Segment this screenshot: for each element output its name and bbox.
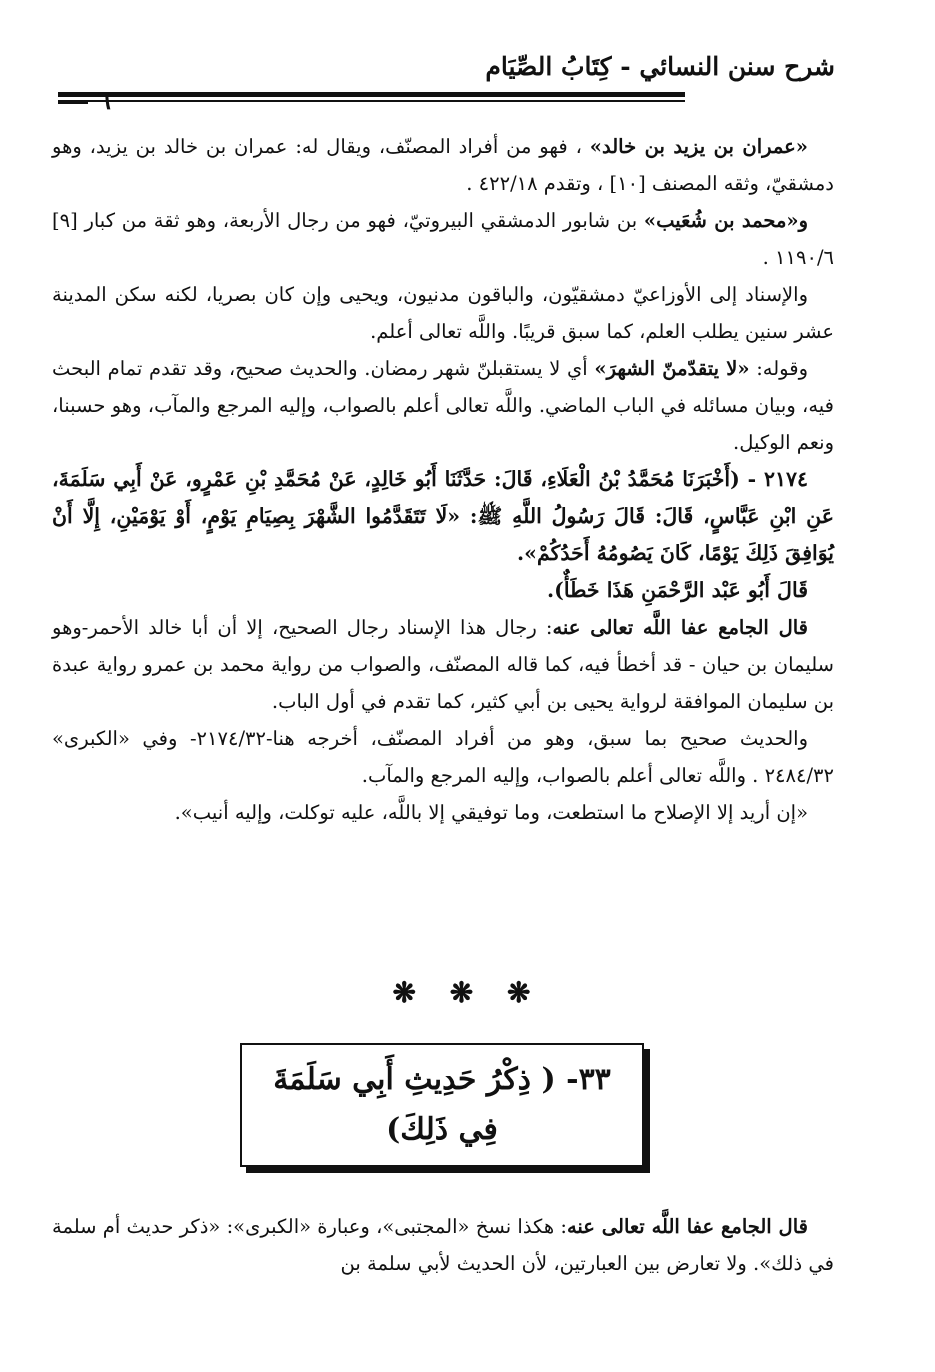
main-text [52, 128, 834, 831]
page-number: ٦ [98, 86, 111, 115]
running-title: شرح سنن النسائي - كِتَابُ الصِّيَام [485, 52, 835, 81]
paragraph-chapter-commentary [52, 1208, 834, 1282]
paragraph-text: ، فهو من أفراد المصنّف، ويقال له: عمران بن خالد بن يزيد، وهو دمشقيّ، وثقه المصنف [١٠] ، وتقدم ٤٢٢/١٨ . [52, 135, 834, 195]
hadith-note: قَالَ أَبُو عَبْد الرَّحْمَنِ هَذَا خَطَأٌ). [546, 578, 808, 602]
page-header [58, 40, 835, 115]
narrator-name: «عمران بن يزيد بن خالد» [589, 135, 808, 158]
paragraph-qawluhu [52, 350, 834, 461]
paragraph-text: بن شابور الدمشقي البيروتيّ، فهو من رجال الأربعة، وهو ثقة من كبار [٩] ١١٩٠/٦ . [52, 209, 834, 269]
paragraph-text: : هكذا نسخ «المجتبى»، وعبارة «الكبرى»: «ذكر حديث أم سلمة في ذلك». ولا تعارض بين العبارتين، لأن الحديث لأبي سلمة بن [52, 1215, 834, 1275]
page-number-rule-thick [58, 94, 88, 97]
quoted-phrase: «لا يتقدّمنّ الشهرَ» [594, 357, 750, 380]
paragraph-closing-verse: «إن أريد إلا الإصلاح ما استطعت، وما توفيقي إلا باللَّه، عليه توكلت، وإليه أنيب». [174, 801, 808, 824]
paragraph-narrator-imran [52, 128, 834, 202]
narrator-name: و«محمد بن شُعَيب» [643, 209, 808, 232]
commentator-heading: قال الجامع عفا اللَّه تعالى عنه [552, 616, 808, 639]
section-separator: ❋ ❋ ❋ [392, 976, 543, 1009]
chapter-heading-box [240, 1043, 644, 1167]
page-number-rule-thin [58, 101, 88, 104]
commentator-heading: قال الجامع عفا اللَّه تعالى عنه [566, 1215, 808, 1238]
hadith-text: ٢١٧٤ - (أَخْبَرَنَا مُحَمَّدُ بْنُ الْعَلَاءِ، قَالَ: حَدَّثَنَا أَبُو خَالِدٍ، عَنْ مُحَمَّدِ بْنِ عَمْرٍو، عَنْ أَبِي سَلَمَةَ، عَنِ ابْنِ عَبَّاسٍ، قَالَ: قَالَ رَسُولُ اللَّهِ ﷺ: «لَا تَتَقَدَّمُوا الشَّهْرَ بِصِيَامِ يَوْمٍ، أَوْ يَوْمَيْنِ، إِلَّا أَنْ يُوَافِقَ ذَلِكَ يَوْمًا، كَانَ يَصُومُهُ أَحَدُكُمْ». [52, 467, 834, 565]
chapter-title: ٣٣- ( ذِكْرُ حَدِيثِ أَبِي سَلَمَةَ فِي ذَلِكَ) [273, 1062, 611, 1147]
paragraph-takhrij: والحديث صحيح بما سبق، وهو من أفراد المصنّف، أخرجه هنا-٢١٧٤/٣٢- وفي «الكبرى» ٢٤٨٤/٣٢ . واللَّه تعالى أعلم بالصواب، وإليه المرجع والمآب. [52, 727, 834, 787]
paragraph-isnad: والإسناد إلى الأوزاعيّ دمشقيّون، والباقون مدنيون، ويحيى وإن كان بصريا، لكنه سكن المدينة عشر سنين يطلب العلم، كما سبق قريبًا. واللَّه تعالى أعلم. [52, 283, 834, 343]
paragraph-narrator-muhammad [52, 202, 834, 276]
paragraph-commentary [52, 609, 834, 720]
header-rule-thick [58, 92, 685, 97]
paragraph-text: أي لا يستقبلنّ شهر رمضان. والحديث صحيح، وقد تقدم تمام البحث فيه، وبيان مسائله في الباب الماضي. واللَّه تعالى أعلم بالصواب، وإليه المرجع والمآب، وهو حسبنا، ونعم الوكيل. [52, 357, 834, 454]
paragraph-lead: وقوله: [749, 357, 808, 380]
header-rule-thin [58, 100, 685, 102]
paragraph-text: : رجال هذا الإسناد رجال الصحيح، إلا أن أبا خالد الأحمر-وهو سليمان بن حيان - قد أخطأ فيه، كما قاله المصنّف، والصواب من رواية محمد بن عمرو رواية عبدة بن سليمان الموافقة لرواية يحيى بن أبي كثير، كما تقدم في أول الباب. [52, 616, 834, 713]
continuation-text [52, 1208, 834, 1282]
